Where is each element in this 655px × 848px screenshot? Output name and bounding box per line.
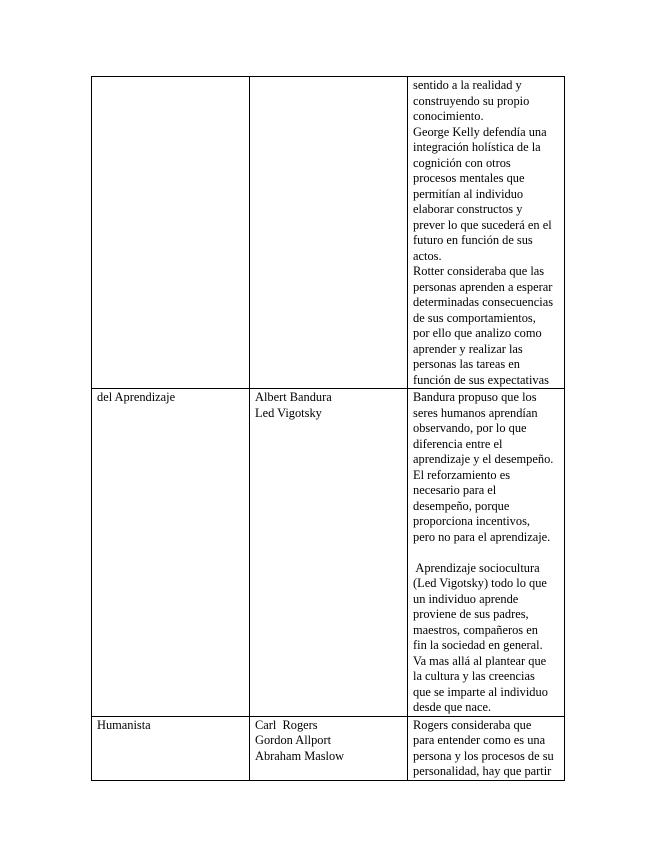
description-line: George Kelly defendía una <box>413 124 547 139</box>
description-line: diferencia entre el <box>413 436 503 451</box>
description-line: aprendizaje y el desempeño. <box>413 452 554 466</box>
table-row <box>92 389 565 717</box>
description-cell <box>408 77 565 389</box>
author-name: Gordon Allport <box>255 733 332 747</box>
description-line: aprender y realizar las <box>413 341 523 356</box>
description-line: procesos mentales que <box>413 171 525 185</box>
theory-name: Humanista <box>97 717 151 732</box>
description-line: personas las tareas en <box>413 357 520 371</box>
description-line: Va mas allá al plantear que <box>413 653 547 668</box>
description-line: proviene de sus padres, <box>413 607 529 621</box>
description-line: seres humanos aprendían <box>413 405 538 420</box>
description-cell <box>408 389 565 717</box>
description-line: permitían al individuo <box>413 186 524 201</box>
description-line: determinadas consecuencias <box>413 295 554 309</box>
authors-cell <box>250 716 408 780</box>
description-line: prever lo que sucederá en el <box>413 217 552 232</box>
description-line: (Led Vigotsky) todo lo que <box>413 576 547 590</box>
description-line: integración holística de la <box>413 140 541 154</box>
description-line: la cultura y las creencias <box>413 669 535 683</box>
description-line: Rogers consideraba que <box>413 717 532 732</box>
description-line: Aprendizaje sociocultura <box>413 560 540 575</box>
description-line: sentido a la realidad y <box>413 78 522 92</box>
description-line: personalidad, hay que partir <box>413 764 552 778</box>
authors-cell <box>250 389 408 717</box>
description-line: Bandura propuso que los <box>413 390 537 404</box>
theories-table <box>91 76 565 781</box>
description-line: función de sus expectativas <box>413 372 549 387</box>
description-line: futuro en función de sus <box>413 233 533 247</box>
author-name: Carl Rogers <box>255 717 318 732</box>
author-name: Led Vigotsky <box>255 405 322 420</box>
description-line: de sus comportamientos, <box>413 310 536 325</box>
description-line: personas aprenden a esperar <box>413 279 553 294</box>
description-line: por ello que analizo como <box>413 326 542 340</box>
description-line: maestros, compañeros en <box>413 622 538 637</box>
authors-cell <box>250 77 408 389</box>
description-line: Rotter consideraba que las <box>413 264 545 278</box>
description-line: un individuo aprende <box>413 591 519 606</box>
theory-name: del Aprendizaje <box>97 390 176 404</box>
description-line: persona y los procesos de su <box>413 748 554 763</box>
description-line: construyendo su propio <box>413 93 530 108</box>
author-name: Albert Bandura <box>255 390 332 404</box>
description-line: actos. <box>413 248 442 263</box>
description-line: fin la sociedad en general. <box>413 638 543 652</box>
author-name: Abraham Maslow <box>255 748 345 763</box>
description-line: proporciona incentivos, <box>413 514 530 528</box>
description-line: para entender como es una <box>413 733 546 747</box>
paragraph-gap <box>413 545 560 561</box>
description-line: cognición con otros <box>413 155 511 170</box>
description-line: desde que nace. <box>413 700 492 714</box>
table-row <box>92 77 565 389</box>
table-row <box>92 716 565 780</box>
description-line: que se imparte al individuo <box>413 684 548 699</box>
description-line: observando, por lo que <box>413 421 527 435</box>
description-line: elaborar constructos y <box>413 202 523 216</box>
description-line: pero no para el aprendizaje. <box>413 529 551 544</box>
description-line: necesario para el <box>413 483 497 497</box>
theory-cell <box>92 389 250 717</box>
description-line: conocimiento. <box>413 109 484 123</box>
theory-cell <box>92 77 250 389</box>
theory-cell <box>92 716 250 780</box>
description-cell <box>408 716 565 780</box>
description-line: El reforzamiento es <box>413 467 511 482</box>
description-line: desempeño, porque <box>413 498 510 513</box>
